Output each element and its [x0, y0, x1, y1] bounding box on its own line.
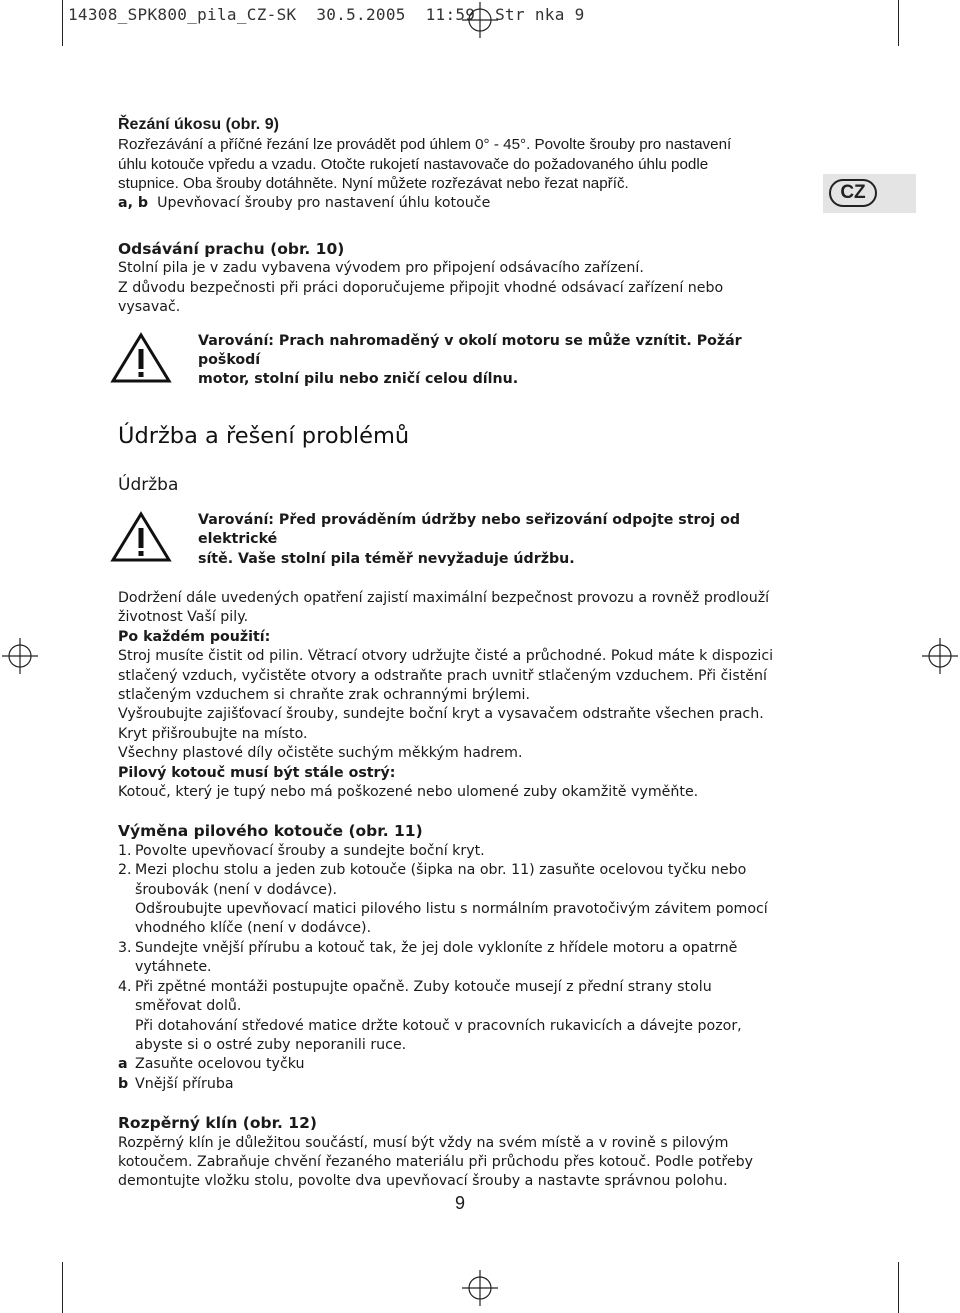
warning-triangle-icon [110, 332, 172, 384]
maintenance-warning-line: sítě. Vaše stolní pila téměř nevyžaduje údržbu. [198, 550, 575, 567]
step-line: Povolte upevňovací šrouby a sundejte boční kryt. [135, 842, 485, 859]
page-content [118, 115, 798, 1192]
step-line: Mezi plochu stolu a jeden zub kotouče (šipka na obr. 11) zasuňte ocelovou tyčku nebo [135, 862, 747, 879]
after-use-line: stlačeným vzduchem si chraňte zrak ochrannými brýlemi. [118, 687, 531, 703]
maintenance-warning-text [198, 511, 798, 569]
registration-mark-icon [462, 2, 498, 38]
bevel-text-line: stupnice. Oba šrouby dotáhněte. Nyní můžete rozřezávat nebo řezat napříč. [118, 175, 629, 192]
section-title-bevel: Řezání úkosu (obr. 9) [118, 116, 279, 133]
maintenance-intro-line: Dodržení dále uvedených opatření zajistí maximální bezpečnost provozu a rovněž prodlouží [118, 589, 770, 606]
step-line: šroubovák (není v dodávce). [135, 881, 338, 898]
riving-text-line: kotoučem. Zabraňuje chvění řezaného materiálu při průchodu přes kotouč. Podle potřeby [118, 1153, 753, 1170]
dust-text-line: Z důvodu bezpečnosti při práci doporučujeme připojit vhodné odsávací zařízení nebo [118, 279, 724, 296]
list-item [118, 842, 798, 861]
legend-text: Zasuňte ocelovou tyčku [135, 1056, 305, 1073]
riving-text-line: Rozpěrný klín je důležitou součástí, musí být vždy na svém místě a v rovině s pilovým [118, 1134, 729, 1151]
dust-text-line: vysavač. [118, 299, 181, 316]
step-number: 4. [118, 978, 132, 995]
registration-mark-icon [462, 1270, 498, 1306]
bevel-legend-text: Upevňovací šrouby pro nastavení úhlu kotouče [157, 194, 491, 211]
crop-mark [898, 0, 899, 46]
step-line: vytáhnete. [135, 959, 212, 976]
step-number: 3. [118, 939, 132, 956]
after-use-line: stlačený vzduch, vyčistěte otvory a odstraňte prach uvnitř stlačeným vzduchem. Při čistění [118, 667, 767, 684]
step-line: Sundejte vnější přírubu a kotouč tak, že jej dole vykloníte z hřídele motoru a opatrně [135, 939, 738, 956]
step-text [135, 842, 798, 861]
section-title-riving: Rozpěrný klín (obr. 12) [118, 1114, 317, 1133]
after-use-line: Všechny plastové díly očistěte suchým měkkým hadrem. [118, 745, 523, 762]
riving-text-line: demontujte vložku stolu, povolte dva upevňovací šrouby a nastavte správnou polohu. [118, 1173, 728, 1190]
after-use-line: Stroj musíte čistit od pilin. Větrací otvory udržujte čisté a průchodné. Pokud máte k dispozici [118, 648, 774, 665]
list-item [118, 1055, 798, 1074]
maintenance-warning-line: Varování: Před prováděním údržby nebo seřizování odpojte stroj od elektrické [198, 511, 740, 548]
list-item [118, 939, 798, 978]
step-line: abyste si o ostré zuby neporanili ruce. [135, 1036, 407, 1053]
step-text [135, 978, 798, 1056]
bevel-legend [118, 194, 798, 213]
maintenance-warning [110, 511, 798, 569]
dust-warning-line: Varování: Prach nahromaděný v okolí motoru se může vznítit. Požár poškodí [198, 332, 742, 368]
registration-mark-icon [2, 638, 38, 674]
warning-triangle-icon [110, 511, 172, 563]
blade-steps-list [118, 842, 798, 1094]
crop-mark [62, 0, 63, 46]
step-text [135, 939, 798, 978]
step-line: Při dotahování středové matice držte kotouč v pracovních rukavicích a dávejte pozor, [135, 1017, 742, 1034]
after-use-label: Po každém použití: [118, 628, 271, 645]
list-item [118, 861, 798, 939]
language-tab [823, 174, 916, 213]
after-use-line: Vyšroubujte zajišťovací šrouby, sundejte boční kryt a vysavačem odstraňte všechen prach. [118, 706, 764, 723]
step-line: směřovat dolů. [135, 998, 242, 1015]
after-use-line: Kryt přišroubujte na místo. [118, 725, 308, 742]
dust-warning [110, 332, 798, 390]
legend-text: Vnější příruba [135, 1075, 234, 1092]
crop-mark [898, 1262, 899, 1313]
section-title-dust: Odsávání prachu (obr. 10) [118, 239, 345, 258]
print-header: 14308_SPK800_pila_CZ-SK 30.5.2005 11:59 Str nka 9 [68, 5, 585, 24]
section-title-blade: Výměna pilového kotouče (obr. 11) [118, 822, 423, 841]
step-line: vhodného klíče (není v dodávce). [135, 920, 372, 937]
section-title-maintenance: Údržba a řešení problémů [118, 422, 410, 449]
dust-warning-line: motor, stolní pilu nebo zničí celou dílnu. [198, 371, 519, 388]
crop-mark [62, 1262, 63, 1313]
step-number: 2. [118, 862, 132, 879]
dust-warning-text [198, 332, 798, 390]
language-badge: CZ [829, 179, 877, 207]
sharp-blade-text: Kotouč, který je tupý nebo má poškozené nebo ulomené zuby okamžitě vyměňte. [118, 784, 699, 801]
maintenance-intro-line: životnost Vaší pily. [118, 609, 249, 626]
list-item [118, 978, 798, 1056]
bevel-legend-key: a, b [118, 194, 149, 211]
bevel-text-line: Rozřezávání a příčné řezání lze provádět pod úhlem 0° - 45°. Povolte šrouby pro nastavení [118, 136, 732, 153]
sharp-blade-label: Pilový kotouč musí být stále ostrý: [118, 764, 396, 781]
registration-mark-icon [922, 638, 958, 674]
step-number: 1. [118, 842, 132, 859]
step-text [135, 861, 798, 939]
list-item [118, 1075, 798, 1094]
dust-text-line: Stolní pila je v zadu vybavena vývodem pro připojení odsávacího zařízení. [118, 260, 644, 277]
step-line: Při zpětné montáži postupujte opačně. Zuby kotouče musejí z přední strany stolu [135, 978, 712, 995]
legend-key: a [118, 1056, 128, 1073]
subsection-title-maintenance: Údržba [118, 474, 179, 495]
step-line: Odšroubujte upevňovací matici pilového listu s normálním pravotočivým závitem pomocí [135, 901, 768, 918]
page-number: 9 [455, 1193, 466, 1213]
legend-key: b [118, 1075, 129, 1092]
bevel-text-line: úhlu kotouče vpředu a vzadu. Otočte rukojetí nastavovače do požadovaného úhlu podle [118, 155, 709, 173]
